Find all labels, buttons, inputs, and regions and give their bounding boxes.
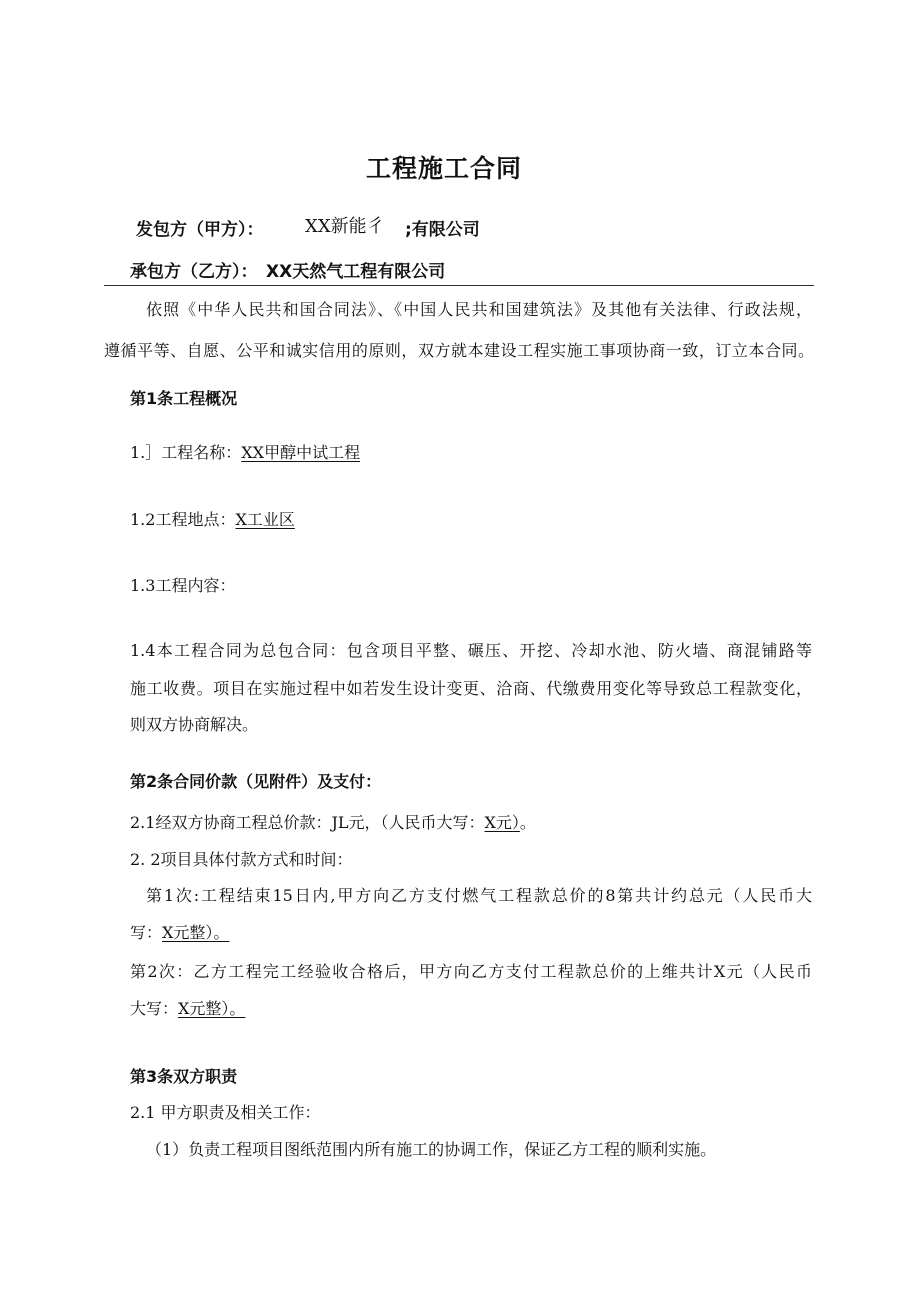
payment-2-amount-in-words: X元整）。 [178, 999, 246, 1018]
payment-2-words-label: 大写： [130, 999, 179, 1018]
total-price-label: 2.1经双方协商工程总价款：JL元，（人民币大写： [130, 813, 485, 832]
party-a-suffix: ;有限公司 [405, 220, 480, 240]
article-1-heading: 第1条工程概况 [130, 389, 238, 408]
article-1-item-4-line-3: 则双方协商解决。 [130, 715, 259, 734]
payment-1-line-2 [130, 923, 229, 943]
document-title: 工程施工合同 [366, 154, 523, 183]
article-3-sub-1: （1）负责工程项目图纸范围内所有施工的协调工作，保证乙方工程的顺利实施。 [146, 1140, 717, 1159]
payment-1-amount-in-words: X元整）。 [162, 923, 230, 942]
party-b-name: XX天然气工程有限公司 [266, 262, 446, 282]
article-1-item-4-line-2: 施工收费。项目在实施过程中如若发生设计变更、洽商、代缴费用变化等导致总工程款变化， [130, 679, 812, 698]
article-1-item-4-line-1: 1.4本工程合同为总包合同：包含项目平整、碾压、开挖、冷却水池、防火墙、商混铺路等 [130, 641, 812, 660]
total-price-end: 。 [519, 813, 536, 832]
article-3-heading: 第3条双方职责 [130, 1067, 238, 1086]
item-2-label: 1.2工程地点： [130, 510, 236, 529]
article-3-item-1: 2.1 甲方职责及相关工作： [130, 1103, 321, 1122]
article-2-heading: 第2条合同价款（见附件）及支付： [130, 772, 382, 791]
project-name: XX甲醇中试工程 [241, 443, 361, 462]
article-2-item-2: 2. 2项目具体付款方式和时间： [130, 850, 353, 869]
article-1-item-2 [130, 510, 295, 530]
payment-1-words-label: 写： [130, 923, 163, 942]
payment-2-line-2 [130, 999, 245, 1019]
item-1-label: 1.］工程名称： [130, 443, 242, 462]
project-location: X工业区 [235, 510, 295, 529]
party-a-name: XX新能彳 [305, 216, 385, 237]
payment-1-line-1: 第1次:工程结束15日内,甲方向乙方支付燃气工程款总价的8第共计约总元（人民币大 [146, 886, 812, 905]
total-price-in-words: X元） [484, 813, 520, 832]
article-2-item-1 [130, 813, 536, 833]
intro-line-2: 遵循平等、自愿、公平和诚实信用的原则，双方就本建设工程实施工事项协商一致，订立本合同。 [104, 341, 814, 360]
party-b-label: 承包方（乙方）： [130, 262, 258, 282]
payment-2-line-1: 第2次：乙方工程完工经验收合格后，甲方向乙方支付工程款总价的上维共计X元（人民币 [130, 962, 812, 981]
header-divider [104, 285, 814, 286]
party-a-label: 发包方（甲方）： [136, 220, 264, 240]
article-1-item-3: 1.3工程内容： [130, 576, 236, 595]
intro-line-1: 依照《中华人民共和国合同法》、《中国人民共和国建筑法》及其他有关法律、行政法规， [146, 300, 812, 319]
article-1-item-1 [130, 443, 360, 463]
